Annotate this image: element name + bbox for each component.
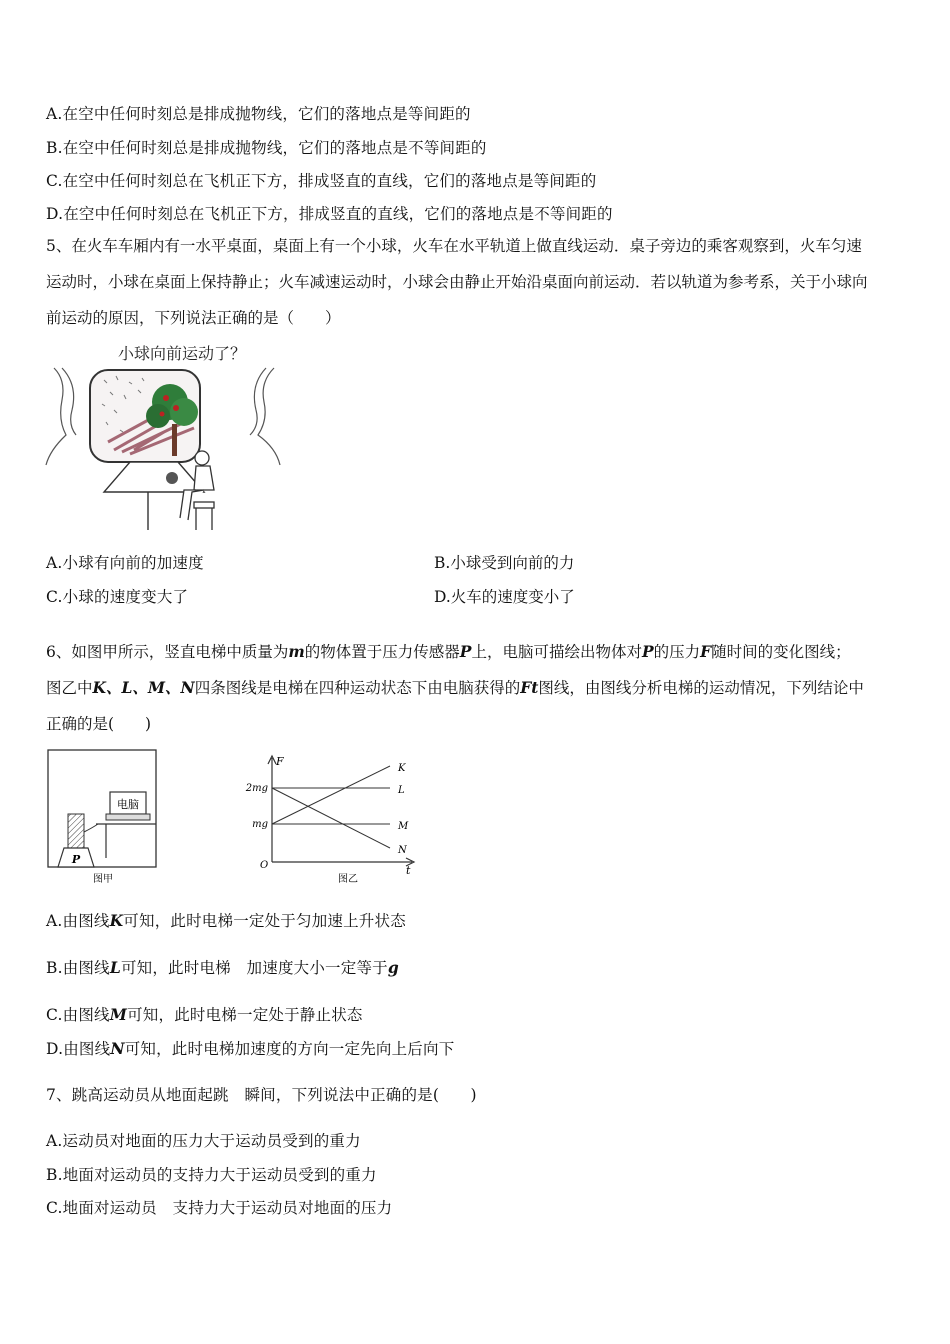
svg-text:电脑: 电脑 <box>117 798 139 811</box>
q6-figure-a <box>46 748 161 886</box>
line-n <box>272 788 390 848</box>
object-block <box>68 814 84 848</box>
label-l: L <box>398 785 405 796</box>
svg-text:O: O <box>260 860 269 871</box>
q7-stem: 7、跳高运动员从地面起跳 瞬间，下列说法中正确的是( ) <box>46 1086 477 1104</box>
line-k <box>272 766 390 824</box>
svg-text:图乙: 图乙 <box>338 874 358 885</box>
q6-stem <box>46 634 908 742</box>
svg-text:F: F <box>276 755 284 768</box>
passenger-icon <box>180 451 214 530</box>
q4-option-d: D.在空中任何时刻总在飞机正下方，排成竖直的直线，它们的落地点是不等间距的 <box>46 205 613 223</box>
q5-train-figure <box>44 340 284 535</box>
label-k: K <box>398 763 406 774</box>
left-curtain-icon <box>46 368 76 465</box>
q6-stem-line-2: 图乙中K、L、M、N四条图线是电梯在四种运动状态下由电脑获得的Ft图线，由图线分析电梯的运动情况，下列结论中 <box>46 678 864 697</box>
q6-stem-line-3: 正确的是( ) <box>46 715 152 733</box>
q5-stem-line-2: 运动时，小球在桌面上保持静止；火车减速运动时，小球会由静止开始沿桌面向前运动．若以轨道为参考系，关于小球向 <box>46 273 868 291</box>
svg-text:2mg: 2mg <box>245 783 268 794</box>
q5-figure-caption: 小球向前运动了？ <box>118 344 247 363</box>
q5-option-a: A.小球有向前的加速度 <box>46 554 204 572</box>
train-table <box>104 462 204 492</box>
label-m: M <box>398 821 409 832</box>
svg-text:P: P <box>71 853 81 866</box>
svg-text:图甲: 图甲 <box>93 874 113 885</box>
q5-option-d: D.火车的速度变小了 <box>434 588 575 606</box>
q5-option-b: B.小球受到向前的力 <box>434 554 575 572</box>
ball-icon <box>166 472 178 484</box>
q7-option-a: A.运动员对地面的压力大于运动员受到的重力 <box>46 1132 361 1150</box>
q5-stem <box>46 228 908 336</box>
q4-option-a: A.在空中任何时刻总是排成抛物线，它们的落地点是等间距的 <box>46 105 471 123</box>
q4-option-b: B.在空中任何时刻总是排成抛物线，它们的落地点是不等间距的 <box>46 139 487 157</box>
svg-text:mg: mg <box>252 819 268 830</box>
q5-stem-line-3: 前运动的原因，下列说法正确的是（ ） <box>46 309 341 327</box>
q6-option-b: B.由图线L可知，此时电梯 加速度大小一定等于g <box>46 958 399 977</box>
svg-text:t: t <box>406 864 411 877</box>
q6-option-c: C.由图线M可知，此时电梯一定处于静止状态 <box>46 1005 363 1024</box>
q5-stem-line-1: 5、在火车车厢内有一水平桌面，桌面上有一个小球，火车在水平轨道上做直线运动．桌子旁边的乘客观察到，火车匀速 <box>46 237 862 255</box>
q7-option-b: B.地面对运动员的支持力大于运动员受到的重力 <box>46 1166 377 1184</box>
q5-option-c: C.小球的速度变大了 <box>46 588 189 606</box>
q4-option-c: C.在空中任何时刻总在飞机正下方，排成竖直的直线，它们的落地点是等间距的 <box>46 172 597 190</box>
label-n: N <box>398 845 407 856</box>
right-curtain-icon <box>250 368 280 465</box>
q6-option-d: D.由图线N可知，此时电梯加速度的方向一定先向上后向下 <box>46 1039 455 1058</box>
q6-stem-line-1: 6、如图甲所示，竖直电梯中质量为m的物体置于压力传感器P上，电脑可描绘出物体对P的压力F随时间的变化图线； <box>46 642 851 661</box>
q6-option-a: A.由图线K可知，此时电梯一定处于匀加速上升状态 <box>46 911 406 930</box>
q7-option-c: C.地面对运动员 支持力大于运动员对地面的压力 <box>46 1199 393 1217</box>
q6-figure-b <box>240 752 420 886</box>
